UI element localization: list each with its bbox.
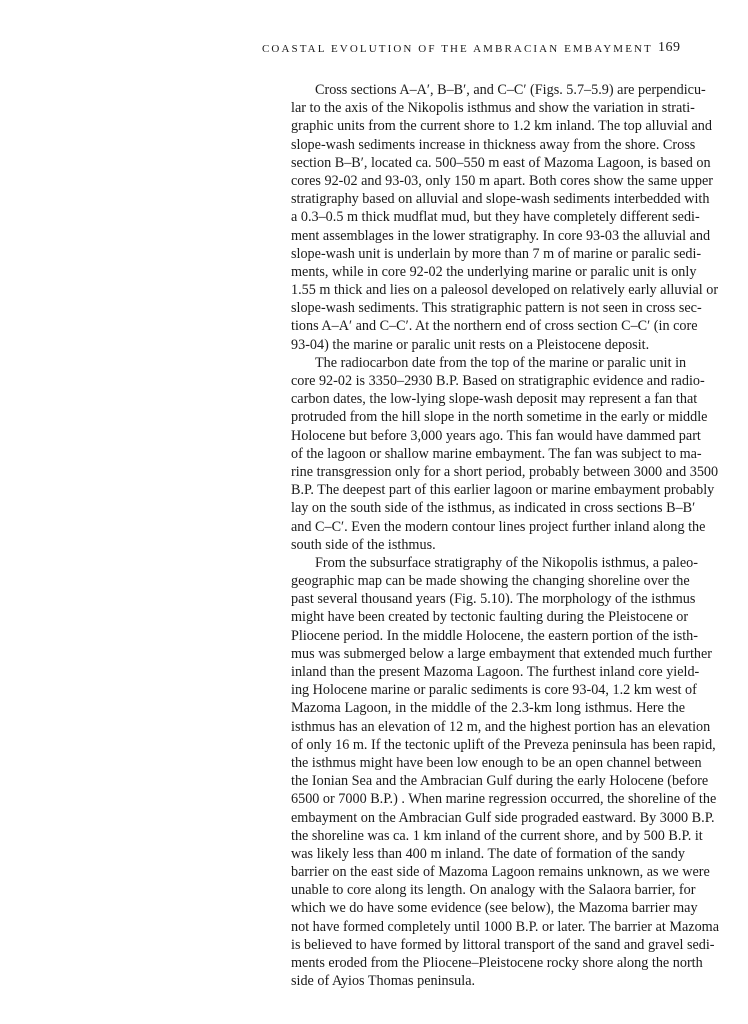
text-line: The radiocarbon date from the top of the marine or paralic unit in — [315, 354, 687, 371]
text-line: ments eroded from the Pliocene–Pleistocene rocky shore along the north — [291, 955, 703, 971]
text-line: inland than the present Mazoma Lagoon. The furthest inland core yield- — [291, 664, 700, 680]
text-line: ment assemblages in the lower stratigraphy. In core 93-03 the alluvial and — [291, 227, 711, 244]
text-line: ing Holocene marine or paralic sediments is core 93-04, 1.2 km west of — [291, 682, 697, 699]
text-line: lay on the south side of the isthmus, as indicated in cross sections B–B′ — [291, 500, 696, 517]
paragraph-1 — [267, 81, 719, 354]
text-line: tions A–A′ and C–C′. At the northern end of cross section C–C′ (in core — [291, 318, 698, 335]
text-line: side of Ayios Thomas peninsula. — [291, 973, 476, 990]
text-line: Holocene but before 3,000 years ago. This fan would have dammed part — [291, 427, 701, 444]
text-line: graphic units from the current shore to 1.2 km inland. The top alluvial and — [291, 118, 712, 135]
text-line: B.P. The deepest part of this earlier lagoon or marine embayment probably — [291, 482, 715, 499]
text-line: cores 92-02 and 93-03, only 150 m apart. Both cores show the same upper — [291, 172, 713, 189]
text-line: stratigraphy based on alluvial and slope-wash sediments interbedded with — [291, 191, 710, 208]
text-line: slope-wash sediments. This stratigraphic pattern is not seen in cross sec- — [291, 300, 702, 317]
text-line: of the lagoon or shallow marine embayment. The fan was subject to ma- — [291, 445, 702, 462]
text-line: south side of the isthmus. — [291, 536, 436, 553]
text-line: Mazoma Lagoon, in the middle of the 2.3-km long isthmus. Here the — [291, 700, 685, 717]
text-line: of only 16 m. If the tectonic uplift of the Preveza peninsula has been rapid, — [291, 736, 716, 753]
paragraph-3 — [267, 554, 719, 991]
text-line: rine transgression only for a short period, probably between 3000 and 3500 — [291, 463, 719, 480]
text-line: Cross sections A–A′, B–B′, and C–C′ (Figs. 5.7–5.9) are perpendicu- — [315, 82, 706, 98]
text-line: barrier on the east side of Mazoma Lagoon remains unknown, as we were — [291, 864, 710, 881]
text-line: core 92-02 is 3350–2930 B.P. Based on stratigraphic evidence and radio- — [291, 373, 705, 389]
text-line: might have been created by tectonic faulting during the Pleistocene or — [291, 609, 689, 626]
page-number: 169 — [658, 40, 681, 55]
text-line: the shoreline was ca. 1 km inland of the current shore, and by 500 B.P. it — [291, 827, 703, 844]
text-line: 93-04) the marine or paralic unit rests on a Pleistocene deposit. — [291, 336, 650, 353]
text-line: not have formed completely until 1000 B.P. or later. The barrier at Mazoma — [291, 918, 719, 935]
text-line: lar to the axis of the Nikopolis isthmus and show the variation in strati- — [291, 100, 695, 117]
text-line: slope-wash unit is underlain by more than 7 m of marine or paralic sedi- — [291, 245, 702, 262]
text-line: the Ionian Sea and the Ambracian Gulf during the early Holocene (before — [291, 773, 709, 790]
text-line: unable to core along its length. On analogy with the Salaora barrier, for — [291, 882, 696, 899]
text-line: ments, while in core 92-02 the underlying marine or paralic unit is only — [291, 263, 697, 280]
text-line: was likely less than 400 m inland. The date of formation of the sandy — [291, 845, 685, 862]
text-line: the isthmus might have been low enough to be an open channel between — [291, 754, 702, 771]
text-line: 6500 or 7000 B.P.) . When marine regression occurred, the shoreline of the — [291, 791, 717, 808]
text-line: Pliocene period. In the middle Holocene, the eastern portion of the isth- — [291, 627, 698, 644]
text-line: geographic map can be made showing the changing shoreline over the — [291, 573, 690, 590]
text-line: is believed to have formed by littoral transport of the sand and gravel sedi- — [291, 936, 715, 953]
body-text — [267, 81, 719, 990]
text-line: protruded from the hill slope in the north sometime in the early or middle — [291, 409, 708, 426]
text-line: past several thousand years (Fig. 5.10). The morphology of the isthmus — [291, 591, 696, 608]
text-line: mus was submerged below a large embayment that extended much further — [291, 645, 713, 662]
text-line: a 0.3–0.5 m thick mudflat mud, but they have completely different sedi- — [291, 209, 700, 226]
text-line: carbon dates, the low-lying slope-wash deposit may represent a fan that — [291, 391, 698, 408]
text-line: and C–C′. Even the modern contour lines project further inland along the — [291, 518, 706, 535]
text-line: embayment on the Ambracian Gulf side prograded eastward. By 3000 B.P. — [291, 809, 715, 826]
paragraph-2 — [267, 354, 719, 554]
text-line: isthmus has an elevation of 12 m, and the highest portion has an elevation — [291, 718, 711, 735]
running-head: COASTAL EVOLUTION OF THE AMBRACIAN EMBAYMENT — [262, 43, 653, 55]
text-line: which we do have some evidence (see below), the Mazoma barrier may — [291, 900, 698, 917]
text-line: slope-wash sediments increase in thickness away from the shore. Cross — [291, 136, 696, 153]
text-line: 1.55 m thick and lies on a paleosol developed on relatively early alluvial or — [291, 282, 719, 299]
text-line: section B–B′, located ca. 500–550 m east of Mazoma Lagoon, is based on — [291, 154, 711, 171]
text-line: From the subsurface stratigraphy of the Nikopolis isthmus, a paleo- — [315, 554, 698, 571]
